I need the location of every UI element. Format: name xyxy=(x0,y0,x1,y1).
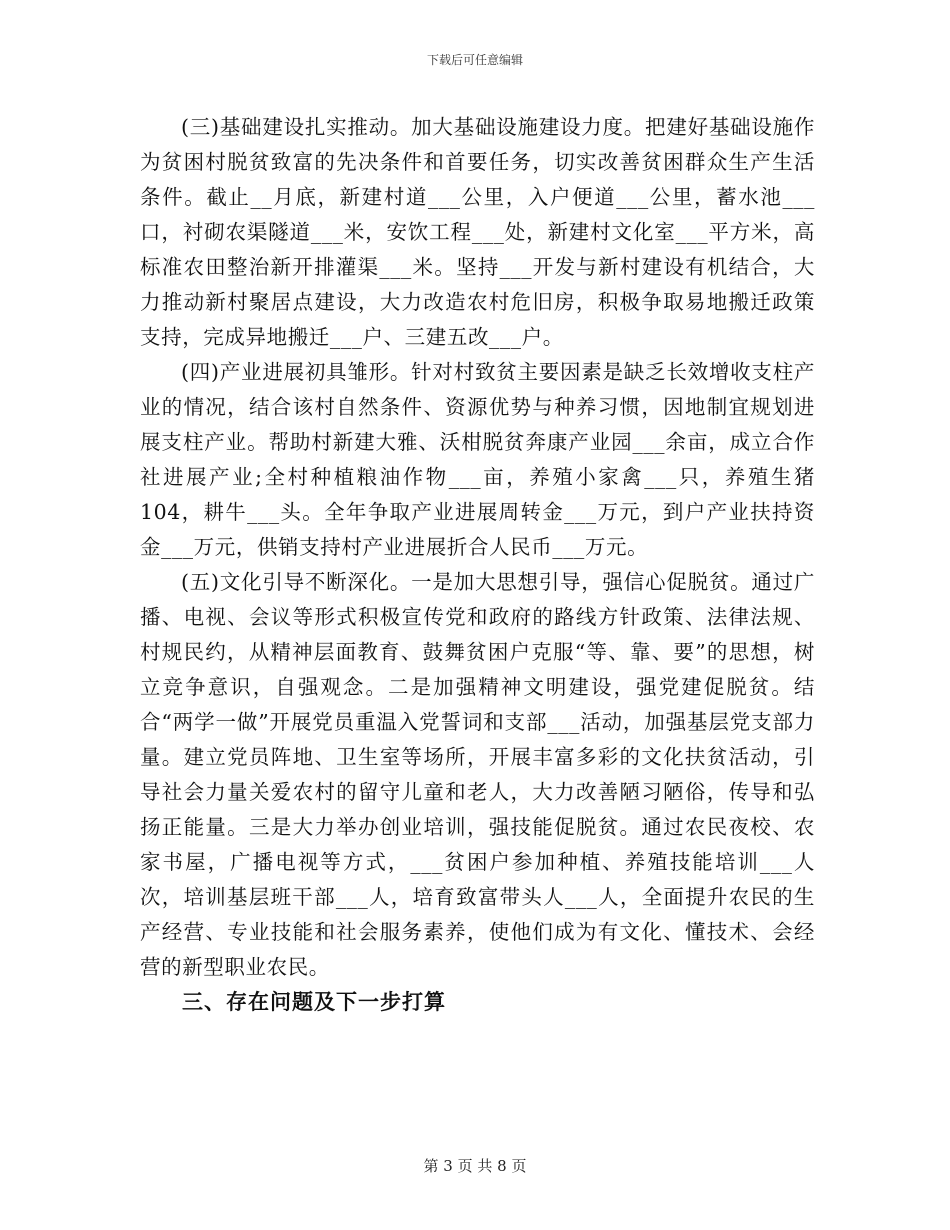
section-heading: 三、存在问题及下一步打算 xyxy=(182,990,446,1014)
page-footer: 第 3 页 共 8 页 xyxy=(423,1157,527,1175)
document-body xyxy=(140,110,815,1020)
page-header: 下载后可任意编辑 xyxy=(426,53,523,67)
paragraph-industry: (四)产业进展初具雏形。针对村致贫主要因素是缺乏长效增收支柱产业的情况，结合该村自然条件、资源优势与种养习惯，因地制宜规划进展支柱产业。帮助村新建大雅、沃柑脱贫奔康产业园___余亩，成立合作社进展产业;全村种植粮油作物___亩，养殖小家禽___只，养殖生猪104，耕牛___头。全年争取产业进展周转金___万元，到户产业扶持资金___万元，供销支持村产业进展折合人民币___万元。 xyxy=(140,360,815,559)
paragraph-culture: (五)文化引导不断深化。一是加大思想引导，强信心促脱贫。通过广播、电视、会议等形式积极宣传党和政府的路线方针政策、法律法规、村规民约，从精神层面教育、鼓舞贫困户克服“等、靠、要”的思想，树立竞争意识，自强观念。二是加强精神文明建设，强党建促脱贫。结合“两学一做”开展党员重温入党誓词和支部___活动，加强基层党支部力量。建立党员阵地、卫生室等场所，开展丰富多彩的文化扶贫活动，引导社会力量关爱农村的留守儿童和老人，大力改善陋习陋俗，传导和弘扬正能量。三是大力举办创业培训，强技能促脱贫。通过农民夜校、农家书屋，广播电视等方式，___贫困户参加种植、养殖技能培训___人次，培训基层班干部___人，培育致富带头人___人，全面提升农民的生产经营、专业技能和社会服务素养，使他们成为有文化、懂技术、会经营的新型职业农民。 xyxy=(140,570,815,979)
paragraph-infrastructure: (三)基础建设扎实推动。加大基础设施建设力度。把建好基础设施作为贫困村脱贫致富的先决条件和首要任务，切实改善贫困群众生产生活条件。截止__月底，新建村道___公里，入户便道___公里，蓄水池___口，衬砌农渠隧道___米，安饮工程___处，新建村文化室___平方米，高标准农田整治新开排灌渠___米。坚持___开发与新村建设有机结合，大力推动新村聚居点建设，大力改造农村危旧房，积极争取易地搬迁政策支持，完成异地搬迁___户、三建五改___户。 xyxy=(140,115,815,349)
